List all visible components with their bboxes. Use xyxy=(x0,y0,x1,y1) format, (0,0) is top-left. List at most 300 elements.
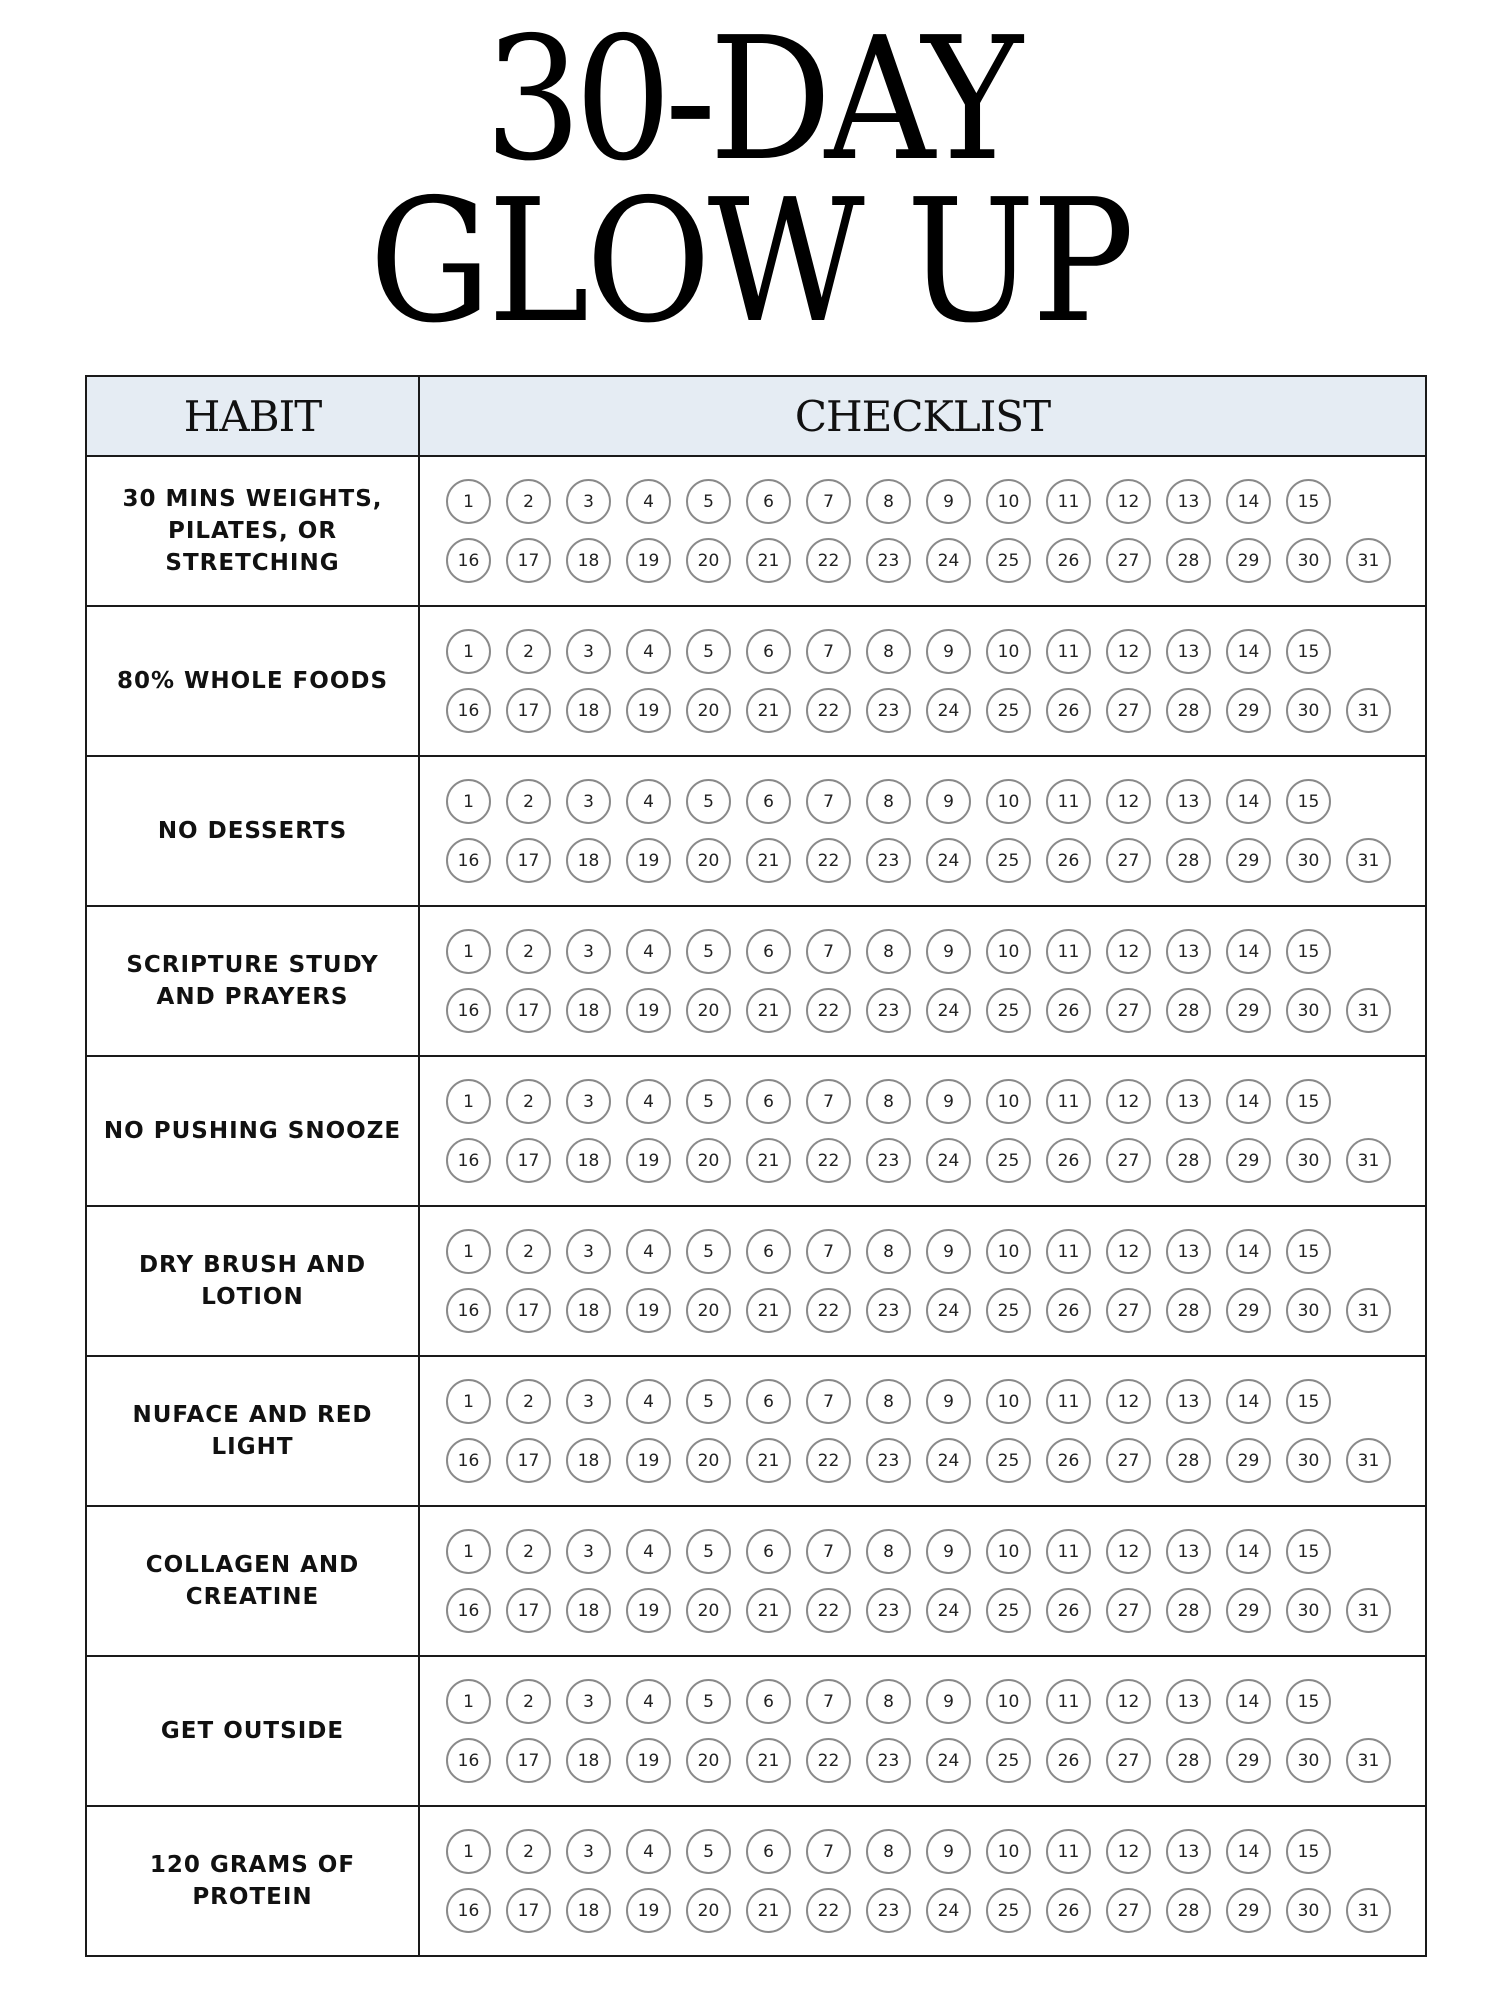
day-checkbox[interactable]: 17 xyxy=(506,1738,551,1783)
day-checkbox[interactable]: 31 xyxy=(1346,988,1391,1033)
day-checkbox[interactable]: 24 xyxy=(926,1738,971,1783)
day-checkbox[interactable]: 16 xyxy=(446,1588,491,1633)
day-checkbox[interactable]: 21 xyxy=(746,838,791,883)
day-checkbox[interactable]: 1 xyxy=(446,1379,491,1424)
day-checkbox[interactable]: 1 xyxy=(446,1679,491,1724)
day-checkbox[interactable]: 20 xyxy=(686,538,731,583)
day-checkbox[interactable]: 21 xyxy=(746,688,791,733)
day-checkbox[interactable]: 27 xyxy=(1106,838,1151,883)
day-checkbox[interactable]: 18 xyxy=(566,838,611,883)
day-checkbox[interactable]: 25 xyxy=(986,1588,1031,1633)
day-checkbox[interactable]: 25 xyxy=(986,1738,1031,1783)
day-checkbox[interactable]: 10 xyxy=(986,1079,1031,1124)
day-checkbox[interactable]: 14 xyxy=(1226,629,1271,674)
day-checkbox[interactable]: 24 xyxy=(926,1888,971,1933)
day-checkbox[interactable]: 5 xyxy=(686,629,731,674)
day-checkbox[interactable]: 11 xyxy=(1046,779,1091,824)
day-checkbox[interactable]: 31 xyxy=(1346,1888,1391,1933)
day-checkbox[interactable]: 6 xyxy=(746,1829,791,1874)
day-checkbox[interactable]: 13 xyxy=(1166,929,1211,974)
day-checkbox[interactable]: 19 xyxy=(626,838,671,883)
day-checkbox[interactable]: 22 xyxy=(806,1438,851,1483)
day-checkbox[interactable]: 31 xyxy=(1346,538,1391,583)
day-checkbox[interactable]: 31 xyxy=(1346,1738,1391,1783)
day-checkbox[interactable]: 28 xyxy=(1166,1888,1211,1933)
day-checkbox[interactable]: 16 xyxy=(446,538,491,583)
day-checkbox[interactable]: 21 xyxy=(746,1288,791,1333)
day-checkbox[interactable]: 2 xyxy=(506,1529,551,1574)
day-checkbox[interactable]: 4 xyxy=(626,779,671,824)
day-checkbox[interactable]: 23 xyxy=(866,1588,911,1633)
day-checkbox[interactable]: 2 xyxy=(506,479,551,524)
day-checkbox[interactable]: 13 xyxy=(1166,1679,1211,1724)
day-checkbox[interactable]: 4 xyxy=(626,479,671,524)
day-checkbox[interactable]: 25 xyxy=(986,1888,1031,1933)
day-checkbox[interactable]: 31 xyxy=(1346,1438,1391,1483)
day-checkbox[interactable]: 6 xyxy=(746,779,791,824)
day-checkbox[interactable]: 31 xyxy=(1346,838,1391,883)
day-checkbox[interactable]: 17 xyxy=(506,988,551,1033)
day-checkbox[interactable]: 31 xyxy=(1346,1138,1391,1183)
day-checkbox[interactable]: 12 xyxy=(1106,1829,1151,1874)
day-checkbox[interactable]: 24 xyxy=(926,688,971,733)
day-checkbox[interactable]: 14 xyxy=(1226,1679,1271,1724)
day-checkbox[interactable]: 28 xyxy=(1166,1138,1211,1183)
day-checkbox[interactable]: 6 xyxy=(746,629,791,674)
day-checkbox[interactable]: 15 xyxy=(1286,929,1331,974)
day-checkbox[interactable]: 12 xyxy=(1106,479,1151,524)
day-checkbox[interactable]: 6 xyxy=(746,1079,791,1124)
day-checkbox[interactable]: 14 xyxy=(1226,479,1271,524)
day-checkbox[interactable]: 17 xyxy=(506,838,551,883)
day-checkbox[interactable]: 2 xyxy=(506,1079,551,1124)
day-checkbox[interactable]: 10 xyxy=(986,929,1031,974)
day-checkbox[interactable]: 16 xyxy=(446,1738,491,1783)
day-checkbox[interactable]: 6 xyxy=(746,1379,791,1424)
day-checkbox[interactable]: 9 xyxy=(926,1079,971,1124)
day-checkbox[interactable]: 1 xyxy=(446,1079,491,1124)
day-checkbox[interactable]: 15 xyxy=(1286,1229,1331,1274)
day-checkbox[interactable]: 26 xyxy=(1046,688,1091,733)
day-checkbox[interactable]: 14 xyxy=(1226,779,1271,824)
day-checkbox[interactable]: 22 xyxy=(806,688,851,733)
day-checkbox[interactable]: 26 xyxy=(1046,1138,1091,1183)
day-checkbox[interactable]: 7 xyxy=(806,479,851,524)
day-checkbox[interactable]: 17 xyxy=(506,1138,551,1183)
day-checkbox[interactable]: 20 xyxy=(686,1438,731,1483)
day-checkbox[interactable]: 29 xyxy=(1226,1138,1271,1183)
day-checkbox[interactable]: 24 xyxy=(926,1288,971,1333)
day-checkbox[interactable]: 14 xyxy=(1226,1829,1271,1874)
day-checkbox[interactable]: 27 xyxy=(1106,1888,1151,1933)
day-checkbox[interactable]: 31 xyxy=(1346,1588,1391,1633)
day-checkbox[interactable]: 18 xyxy=(566,1138,611,1183)
day-checkbox[interactable]: 12 xyxy=(1106,1679,1151,1724)
day-checkbox[interactable]: 26 xyxy=(1046,1288,1091,1333)
day-checkbox[interactable]: 27 xyxy=(1106,1288,1151,1333)
day-checkbox[interactable]: 28 xyxy=(1166,1438,1211,1483)
day-checkbox[interactable]: 26 xyxy=(1046,538,1091,583)
day-checkbox[interactable]: 5 xyxy=(686,929,731,974)
day-checkbox[interactable]: 2 xyxy=(506,1829,551,1874)
day-checkbox[interactable]: 23 xyxy=(866,1138,911,1183)
day-checkbox[interactable]: 2 xyxy=(506,929,551,974)
day-checkbox[interactable]: 13 xyxy=(1166,479,1211,524)
day-checkbox[interactable]: 16 xyxy=(446,1888,491,1933)
day-checkbox[interactable]: 8 xyxy=(866,479,911,524)
day-checkbox[interactable]: 17 xyxy=(506,1888,551,1933)
day-checkbox[interactable]: 1 xyxy=(446,1229,491,1274)
day-checkbox[interactable]: 30 xyxy=(1286,1588,1331,1633)
day-checkbox[interactable]: 7 xyxy=(806,1229,851,1274)
day-checkbox[interactable]: 5 xyxy=(686,1379,731,1424)
day-checkbox[interactable]: 4 xyxy=(626,1229,671,1274)
day-checkbox[interactable]: 7 xyxy=(806,1679,851,1724)
day-checkbox[interactable]: 29 xyxy=(1226,1888,1271,1933)
day-checkbox[interactable]: 24 xyxy=(926,1438,971,1483)
day-checkbox[interactable]: 4 xyxy=(626,1379,671,1424)
day-checkbox[interactable]: 10 xyxy=(986,1529,1031,1574)
day-checkbox[interactable]: 5 xyxy=(686,1529,731,1574)
day-checkbox[interactable]: 21 xyxy=(746,1738,791,1783)
day-checkbox[interactable]: 26 xyxy=(1046,1438,1091,1483)
day-checkbox[interactable]: 13 xyxy=(1166,779,1211,824)
day-checkbox[interactable]: 25 xyxy=(986,688,1031,733)
day-checkbox[interactable]: 30 xyxy=(1286,838,1331,883)
day-checkbox[interactable]: 22 xyxy=(806,1888,851,1933)
day-checkbox[interactable]: 9 xyxy=(926,1829,971,1874)
day-checkbox[interactable]: 16 xyxy=(446,1138,491,1183)
day-checkbox[interactable]: 22 xyxy=(806,838,851,883)
day-checkbox[interactable]: 12 xyxy=(1106,779,1151,824)
day-checkbox[interactable]: 13 xyxy=(1166,1229,1211,1274)
day-checkbox[interactable]: 27 xyxy=(1106,1438,1151,1483)
day-checkbox[interactable]: 3 xyxy=(566,479,611,524)
day-checkbox[interactable]: 17 xyxy=(506,1288,551,1333)
day-checkbox[interactable]: 5 xyxy=(686,1229,731,1274)
day-checkbox[interactable]: 24 xyxy=(926,988,971,1033)
day-checkbox[interactable]: 23 xyxy=(866,1888,911,1933)
day-checkbox[interactable]: 26 xyxy=(1046,988,1091,1033)
day-checkbox[interactable]: 11 xyxy=(1046,1229,1091,1274)
day-checkbox[interactable]: 22 xyxy=(806,1588,851,1633)
day-checkbox[interactable]: 6 xyxy=(746,1679,791,1724)
day-checkbox[interactable]: 15 xyxy=(1286,779,1331,824)
day-checkbox[interactable]: 16 xyxy=(446,1288,491,1333)
day-checkbox[interactable]: 25 xyxy=(986,988,1031,1033)
day-checkbox[interactable]: 10 xyxy=(986,629,1031,674)
day-checkbox[interactable]: 13 xyxy=(1166,1379,1211,1424)
day-checkbox[interactable]: 2 xyxy=(506,1379,551,1424)
day-checkbox[interactable]: 26 xyxy=(1046,1738,1091,1783)
day-checkbox[interactable]: 25 xyxy=(986,1138,1031,1183)
day-checkbox[interactable]: 28 xyxy=(1166,688,1211,733)
day-checkbox[interactable]: 30 xyxy=(1286,688,1331,733)
day-checkbox[interactable]: 19 xyxy=(626,1288,671,1333)
day-checkbox[interactable]: 15 xyxy=(1286,629,1331,674)
day-checkbox[interactable]: 7 xyxy=(806,1379,851,1424)
day-checkbox[interactable]: 20 xyxy=(686,688,731,733)
day-checkbox[interactable]: 23 xyxy=(866,1288,911,1333)
day-checkbox[interactable]: 15 xyxy=(1286,1679,1331,1724)
day-checkbox[interactable]: 2 xyxy=(506,629,551,674)
day-checkbox[interactable]: 20 xyxy=(686,1888,731,1933)
day-checkbox[interactable]: 29 xyxy=(1226,988,1271,1033)
day-checkbox[interactable]: 15 xyxy=(1286,1529,1331,1574)
day-checkbox[interactable]: 4 xyxy=(626,629,671,674)
day-checkbox[interactable]: 1 xyxy=(446,779,491,824)
day-checkbox[interactable]: 3 xyxy=(566,1679,611,1724)
day-checkbox[interactable]: 29 xyxy=(1226,538,1271,583)
day-checkbox[interactable]: 6 xyxy=(746,479,791,524)
day-checkbox[interactable]: 24 xyxy=(926,538,971,583)
day-checkbox[interactable]: 22 xyxy=(806,988,851,1033)
day-checkbox[interactable]: 10 xyxy=(986,1829,1031,1874)
day-checkbox[interactable]: 20 xyxy=(686,1738,731,1783)
day-checkbox[interactable]: 19 xyxy=(626,688,671,733)
day-checkbox[interactable]: 23 xyxy=(866,688,911,733)
day-checkbox[interactable]: 12 xyxy=(1106,1529,1151,1574)
day-checkbox[interactable]: 28 xyxy=(1166,988,1211,1033)
day-checkbox[interactable]: 8 xyxy=(866,1529,911,1574)
day-checkbox[interactable]: 30 xyxy=(1286,1138,1331,1183)
day-checkbox[interactable]: 31 xyxy=(1346,1288,1391,1333)
day-checkbox[interactable]: 7 xyxy=(806,929,851,974)
day-checkbox[interactable]: 6 xyxy=(746,1229,791,1274)
day-checkbox[interactable]: 3 xyxy=(566,1829,611,1874)
day-checkbox[interactable]: 11 xyxy=(1046,929,1091,974)
day-checkbox[interactable]: 30 xyxy=(1286,1438,1331,1483)
day-checkbox[interactable]: 26 xyxy=(1046,1888,1091,1933)
day-checkbox[interactable]: 7 xyxy=(806,779,851,824)
day-checkbox[interactable]: 10 xyxy=(986,1679,1031,1724)
day-checkbox[interactable]: 19 xyxy=(626,1138,671,1183)
day-checkbox[interactable]: 13 xyxy=(1166,1529,1211,1574)
day-checkbox[interactable]: 12 xyxy=(1106,629,1151,674)
day-checkbox[interactable]: 20 xyxy=(686,1288,731,1333)
day-checkbox[interactable]: 6 xyxy=(746,1529,791,1574)
day-checkbox[interactable]: 11 xyxy=(1046,1079,1091,1124)
day-checkbox[interactable]: 8 xyxy=(866,929,911,974)
day-checkbox[interactable]: 16 xyxy=(446,1438,491,1483)
day-checkbox[interactable]: 7 xyxy=(806,1529,851,1574)
day-checkbox[interactable]: 13 xyxy=(1166,1079,1211,1124)
day-checkbox[interactable]: 25 xyxy=(986,1288,1031,1333)
day-checkbox[interactable]: 5 xyxy=(686,479,731,524)
day-checkbox[interactable]: 15 xyxy=(1286,1829,1331,1874)
day-checkbox[interactable]: 23 xyxy=(866,988,911,1033)
day-checkbox[interactable]: 17 xyxy=(506,538,551,583)
day-checkbox[interactable]: 19 xyxy=(626,988,671,1033)
day-checkbox[interactable]: 21 xyxy=(746,1138,791,1183)
day-checkbox[interactable]: 19 xyxy=(626,1888,671,1933)
day-checkbox[interactable]: 16 xyxy=(446,988,491,1033)
day-checkbox[interactable]: 31 xyxy=(1346,688,1391,733)
day-checkbox[interactable]: 20 xyxy=(686,838,731,883)
day-checkbox[interactable]: 9 xyxy=(926,1379,971,1424)
day-checkbox[interactable]: 30 xyxy=(1286,988,1331,1033)
day-checkbox[interactable]: 21 xyxy=(746,538,791,583)
day-checkbox[interactable]: 25 xyxy=(986,538,1031,583)
day-checkbox[interactable]: 2 xyxy=(506,1229,551,1274)
day-checkbox[interactable]: 29 xyxy=(1226,1288,1271,1333)
day-checkbox[interactable]: 14 xyxy=(1226,1379,1271,1424)
day-checkbox[interactable]: 4 xyxy=(626,1079,671,1124)
day-checkbox[interactable]: 29 xyxy=(1226,1738,1271,1783)
day-checkbox[interactable]: 9 xyxy=(926,1229,971,1274)
day-checkbox[interactable]: 14 xyxy=(1226,1229,1271,1274)
day-checkbox[interactable]: 10 xyxy=(986,779,1031,824)
day-checkbox[interactable]: 11 xyxy=(1046,479,1091,524)
day-checkbox[interactable]: 3 xyxy=(566,1229,611,1274)
day-checkbox[interactable]: 12 xyxy=(1106,1079,1151,1124)
day-checkbox[interactable]: 5 xyxy=(686,1679,731,1724)
day-checkbox[interactable]: 9 xyxy=(926,1679,971,1724)
day-checkbox[interactable]: 5 xyxy=(686,1079,731,1124)
day-checkbox[interactable]: 25 xyxy=(986,1438,1031,1483)
day-checkbox[interactable]: 30 xyxy=(1286,1738,1331,1783)
day-checkbox[interactable]: 4 xyxy=(626,1679,671,1724)
day-checkbox[interactable]: 7 xyxy=(806,1079,851,1124)
day-checkbox[interactable]: 7 xyxy=(806,629,851,674)
day-checkbox[interactable]: 17 xyxy=(506,1588,551,1633)
day-checkbox[interactable]: 25 xyxy=(986,838,1031,883)
day-checkbox[interactable]: 3 xyxy=(566,629,611,674)
day-checkbox[interactable]: 23 xyxy=(866,838,911,883)
day-checkbox[interactable]: 19 xyxy=(626,538,671,583)
day-checkbox[interactable]: 11 xyxy=(1046,1379,1091,1424)
day-checkbox[interactable]: 27 xyxy=(1106,1138,1151,1183)
day-checkbox[interactable]: 30 xyxy=(1286,1888,1331,1933)
day-checkbox[interactable]: 21 xyxy=(746,988,791,1033)
day-checkbox[interactable]: 18 xyxy=(566,1438,611,1483)
day-checkbox[interactable]: 8 xyxy=(866,779,911,824)
day-checkbox[interactable]: 2 xyxy=(506,779,551,824)
day-checkbox[interactable]: 18 xyxy=(566,688,611,733)
day-checkbox[interactable]: 12 xyxy=(1106,929,1151,974)
day-checkbox[interactable]: 23 xyxy=(866,1738,911,1783)
day-checkbox[interactable]: 17 xyxy=(506,1438,551,1483)
day-checkbox[interactable]: 28 xyxy=(1166,1588,1211,1633)
day-checkbox[interactable]: 5 xyxy=(686,779,731,824)
day-checkbox[interactable]: 29 xyxy=(1226,688,1271,733)
day-checkbox[interactable]: 4 xyxy=(626,1829,671,1874)
day-checkbox[interactable]: 29 xyxy=(1226,838,1271,883)
day-checkbox[interactable]: 10 xyxy=(986,1379,1031,1424)
day-checkbox[interactable]: 8 xyxy=(866,629,911,674)
day-checkbox[interactable]: 21 xyxy=(746,1888,791,1933)
day-checkbox[interactable]: 26 xyxy=(1046,1588,1091,1633)
day-checkbox[interactable]: 1 xyxy=(446,1529,491,1574)
day-checkbox[interactable]: 1 xyxy=(446,479,491,524)
day-checkbox[interactable]: 1 xyxy=(446,629,491,674)
day-checkbox[interactable]: 14 xyxy=(1226,929,1271,974)
day-checkbox[interactable]: 22 xyxy=(806,538,851,583)
day-checkbox[interactable]: 15 xyxy=(1286,1079,1331,1124)
day-checkbox[interactable]: 7 xyxy=(806,1829,851,1874)
day-checkbox[interactable]: 1 xyxy=(446,1829,491,1874)
day-checkbox[interactable]: 26 xyxy=(1046,838,1091,883)
day-checkbox[interactable]: 18 xyxy=(566,1288,611,1333)
day-checkbox[interactable]: 24 xyxy=(926,838,971,883)
day-checkbox[interactable]: 11 xyxy=(1046,629,1091,674)
day-checkbox[interactable]: 28 xyxy=(1166,538,1211,583)
day-checkbox[interactable]: 30 xyxy=(1286,538,1331,583)
day-checkbox[interactable]: 29 xyxy=(1226,1588,1271,1633)
day-checkbox[interactable]: 15 xyxy=(1286,479,1331,524)
day-checkbox[interactable]: 21 xyxy=(746,1438,791,1483)
day-checkbox[interactable]: 12 xyxy=(1106,1229,1151,1274)
day-checkbox[interactable]: 20 xyxy=(686,1138,731,1183)
day-checkbox[interactable]: 9 xyxy=(926,1529,971,1574)
day-checkbox[interactable]: 6 xyxy=(746,929,791,974)
day-checkbox[interactable]: 10 xyxy=(986,479,1031,524)
day-checkbox[interactable]: 28 xyxy=(1166,838,1211,883)
day-checkbox[interactable]: 19 xyxy=(626,1438,671,1483)
day-checkbox[interactable]: 9 xyxy=(926,629,971,674)
day-checkbox[interactable]: 24 xyxy=(926,1588,971,1633)
day-checkbox[interactable]: 3 xyxy=(566,1529,611,1574)
day-checkbox[interactable]: 9 xyxy=(926,929,971,974)
day-checkbox[interactable]: 15 xyxy=(1286,1379,1331,1424)
day-checkbox[interactable]: 27 xyxy=(1106,1738,1151,1783)
day-checkbox[interactable]: 18 xyxy=(566,1588,611,1633)
day-checkbox[interactable]: 13 xyxy=(1166,629,1211,674)
day-checkbox[interactable]: 9 xyxy=(926,479,971,524)
day-checkbox[interactable]: 18 xyxy=(566,538,611,583)
day-checkbox[interactable]: 20 xyxy=(686,1588,731,1633)
day-checkbox[interactable]: 22 xyxy=(806,1288,851,1333)
day-checkbox[interactable]: 23 xyxy=(866,1438,911,1483)
day-checkbox[interactable]: 18 xyxy=(566,1888,611,1933)
day-checkbox[interactable]: 2 xyxy=(506,1679,551,1724)
day-checkbox[interactable]: 8 xyxy=(866,1829,911,1874)
day-checkbox[interactable]: 11 xyxy=(1046,1829,1091,1874)
day-checkbox[interactable]: 19 xyxy=(626,1588,671,1633)
day-checkbox[interactable]: 11 xyxy=(1046,1529,1091,1574)
day-checkbox[interactable]: 9 xyxy=(926,779,971,824)
day-checkbox[interactable]: 19 xyxy=(626,1738,671,1783)
day-checkbox[interactable]: 18 xyxy=(566,1738,611,1783)
day-checkbox[interactable]: 28 xyxy=(1166,1738,1211,1783)
day-checkbox[interactable]: 1 xyxy=(446,929,491,974)
day-checkbox[interactable]: 3 xyxy=(566,779,611,824)
day-checkbox[interactable]: 8 xyxy=(866,1079,911,1124)
day-checkbox[interactable]: 28 xyxy=(1166,1288,1211,1333)
day-checkbox[interactable]: 4 xyxy=(626,1529,671,1574)
day-checkbox[interactable]: 13 xyxy=(1166,1829,1211,1874)
day-checkbox[interactable]: 22 xyxy=(806,1138,851,1183)
day-checkbox[interactable]: 5 xyxy=(686,1829,731,1874)
day-checkbox[interactable]: 24 xyxy=(926,1138,971,1183)
day-checkbox[interactable]: 11 xyxy=(1046,1679,1091,1724)
day-checkbox[interactable]: 10 xyxy=(986,1229,1031,1274)
day-checkbox[interactable]: 23 xyxy=(866,538,911,583)
day-checkbox[interactable]: 14 xyxy=(1226,1079,1271,1124)
day-checkbox[interactable]: 8 xyxy=(866,1229,911,1274)
day-checkbox[interactable]: 27 xyxy=(1106,538,1151,583)
day-checkbox[interactable]: 20 xyxy=(686,988,731,1033)
day-checkbox[interactable]: 16 xyxy=(446,688,491,733)
day-checkbox[interactable]: 8 xyxy=(866,1379,911,1424)
day-checkbox[interactable]: 17 xyxy=(506,688,551,733)
day-checkbox[interactable]: 30 xyxy=(1286,1288,1331,1333)
day-checkbox[interactable]: 4 xyxy=(626,929,671,974)
day-checkbox[interactable]: 12 xyxy=(1106,1379,1151,1424)
day-checkbox[interactable]: 3 xyxy=(566,1379,611,1424)
day-checkbox[interactable]: 27 xyxy=(1106,688,1151,733)
day-checkbox[interactable]: 14 xyxy=(1226,1529,1271,1574)
